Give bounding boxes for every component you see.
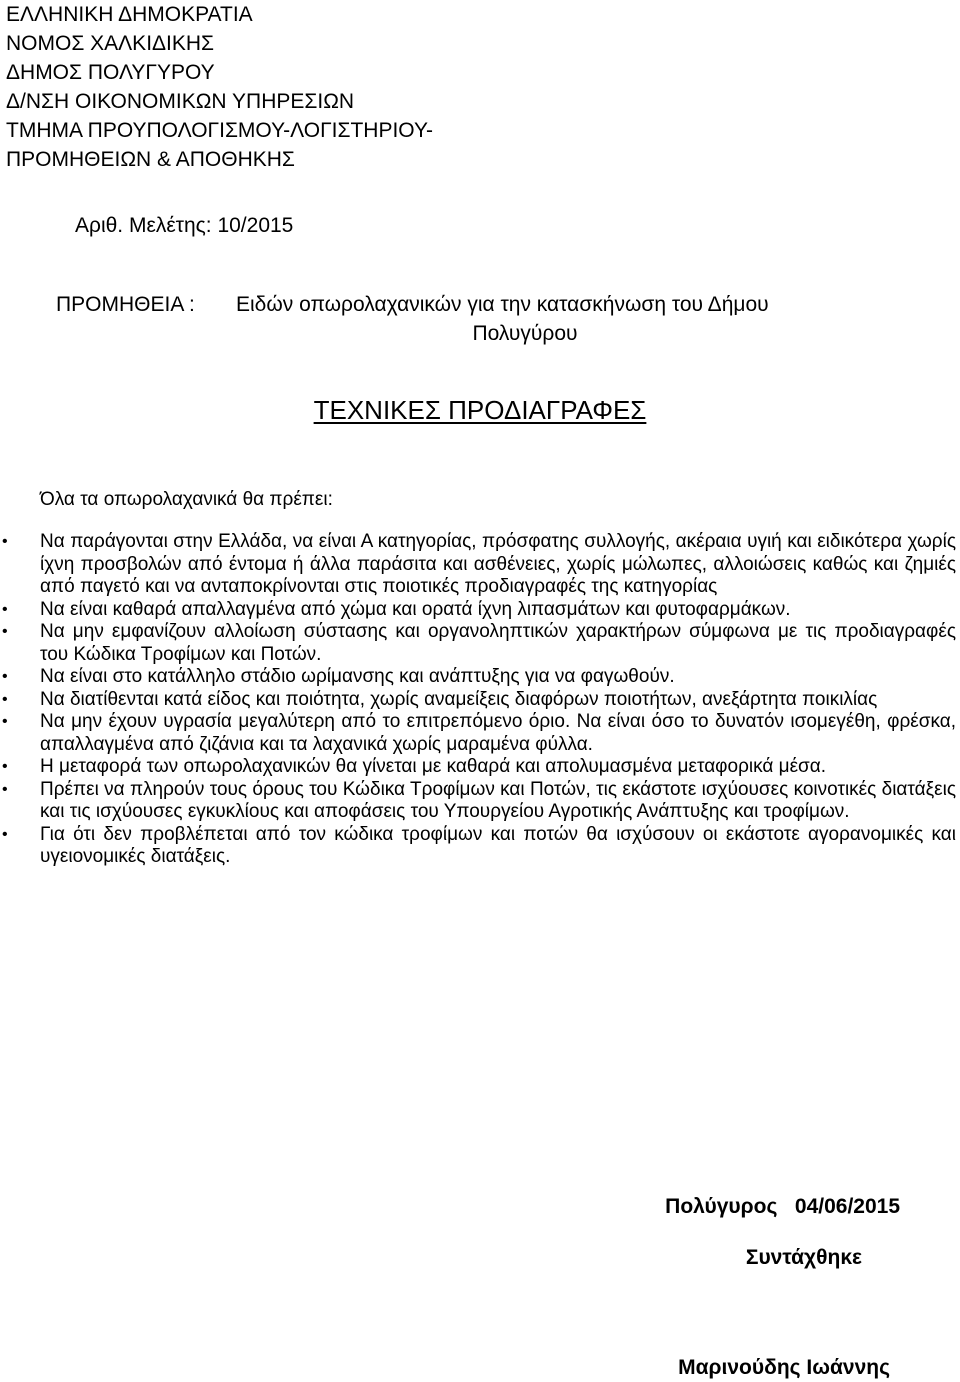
study-number: Αριθ. Μελέτης: 10/2015	[75, 214, 294, 237]
bullet-icon: •	[2, 533, 8, 550]
bullet-icon: •	[2, 690, 8, 708]
supply-subject	[56, 290, 924, 348]
specification-item	[0, 621, 960, 666]
specification-item	[0, 666, 960, 689]
specification-text: Να διατίθενται κατά είδος και ποιότητα, χωρίς αναμείξεις διαφόρων ποιοτήτων, ανεξάρτητα ποικιλίας	[40, 688, 878, 710]
header-line-municipality: ΔΗΜΟΣ ΠΟΛΥΓΥΡΟΥ	[6, 61, 215, 84]
specification-item	[0, 689, 960, 712]
header-line-prefecture: ΝΟΜΟΣ ΧΑΛΚΙΔΙΚΗΣ	[6, 32, 215, 55]
bullet-icon: •	[2, 713, 8, 730]
technical-specifications-heading-text: ΤΕΧΝΙΚΕΣ ΠΡΟΔΙΑΓΡΑΦΕΣ	[313, 395, 647, 425]
supply-title-line-2: Πολυγύρου	[472, 322, 578, 345]
header-line-department-cont: ΠΡΟΜΗΘΕΙΩΝ & ΑΠΟΘΗΚΗΣ	[6, 148, 295, 171]
specification-item	[0, 779, 960, 824]
intro-sentence: Όλα τα οπωρολαχανικά θα πρέπει:	[40, 489, 333, 510]
supply-row	[56, 290, 924, 319]
specification-text: Να παράγονται στην Ελλάδα, να είναι Α κατηγορίας, πρόσφατης συλλογής, ακέραια υγιή και ειδικότερα χωρίς ίχνη προσβολών από έντομα ή άλλα παράσιτα και ασθένειες, χωρίς μώλωπες, αλλοιώσεις καθώς και ζημιές από παγετό και να ανταποκρίνονται στις ποιοτικές προδιαγραφές της κατηγορίας	[40, 531, 956, 597]
technical-specifications-heading	[0, 393, 960, 427]
bullet-icon: •	[2, 600, 8, 618]
bullet-icon: •	[2, 623, 8, 640]
signature-author-name: Μαρινούδης Ιωάννης	[678, 1356, 890, 1379]
supply-label: ΠΡΟΜΗΘΕΙΑ :	[56, 293, 195, 316]
signature-place-date: Πολύγυρος 04/06/2015	[665, 1195, 900, 1218]
specifications-list	[0, 531, 960, 869]
specification-text: Για ότι δεν προβλέπεται από τον κώδικα τροφίμων και ποτών θα ισχύσουν οι εκάστοτε αγορανομικές και υγειονομικές διατάξεις.	[40, 823, 956, 867]
specification-item	[0, 756, 960, 779]
supply-title-line-1: Ειδών οπωρολαχανικών για την κατασκήνωση του Δήμου	[236, 293, 769, 316]
specification-item	[0, 599, 960, 622]
bullet-icon: •	[2, 668, 8, 685]
specification-text: Πρέπει να πληρούν τους όρους του Κώδικα Τροφίμων και Ποτών, τις εκάστοτε ισχύουσες κοινοτικές διατάξεις και τις ισχύουσες εγκυκλίους και αποφάσεις του Υπουργείου Αγροτικής Ανάπτυξης και τροφίμων.	[40, 778, 956, 822]
header-line-directorate: Δ/ΝΣΗ ΟΙΚΟΝΟΜΙΚΩΝ ΥΠΗΡΕΣΙΩΝ	[6, 90, 355, 113]
specification-text: Να είναι καθαρά απαλλαγμένα από χώμα και ορατά ίχνη λιπασμάτων και φυτοφαρμάκων.	[40, 598, 791, 620]
specification-text: Να είναι στο κατάλληλο στάδιο ωρίμανσης και ανάπτυξης για να φαγωθούν.	[40, 666, 675, 687]
bullet-icon: •	[2, 758, 8, 775]
specification-text: Να μην έχουν υγρασία μεγαλύτερη από το επιτρεπόμενο όριο. Να είναι όσο το δυνατόν ισομεγέθη, φρέσκα, απαλλαγμένα από ζιζάνια και τα λαχανικά χωρίς μαραμένα φύλλα.	[40, 711, 956, 755]
specification-item	[0, 711, 960, 756]
header-line-republic: ΕΛΛΗΝΙΚΗ ΔΗΜΟΚΡΑΤΙΑ	[6, 3, 253, 26]
specification-item	[0, 824, 960, 869]
specification-text: Η μεταφορά των οπωρολαχανικών θα γίνεται με καθαρά και απολυμασμένα μεταφορικά μέσα.	[40, 756, 827, 777]
signature-compiled-label: Συντάχθηκε	[745, 1246, 862, 1269]
bullet-icon: •	[2, 825, 8, 843]
header-line-department: ΤΜΗΜΑ ΠΡΟΥΠΟΛΟΓΙΣΜΟΥ-ΛΟΓΙΣΤΗΡΙΟΥ-	[6, 119, 434, 142]
specification-item	[0, 531, 960, 599]
issuing-authority-header	[6, 0, 433, 174]
bullet-icon: •	[2, 780, 8, 798]
specification-text: Να μην εμφανίζουν αλλοίωση σύστασης και οργανοληπτικών χαρακτήρων σύμφωνα με τις προδιαγραφές του Κώδικα Τροφίμων και Ποτών.	[40, 621, 956, 665]
